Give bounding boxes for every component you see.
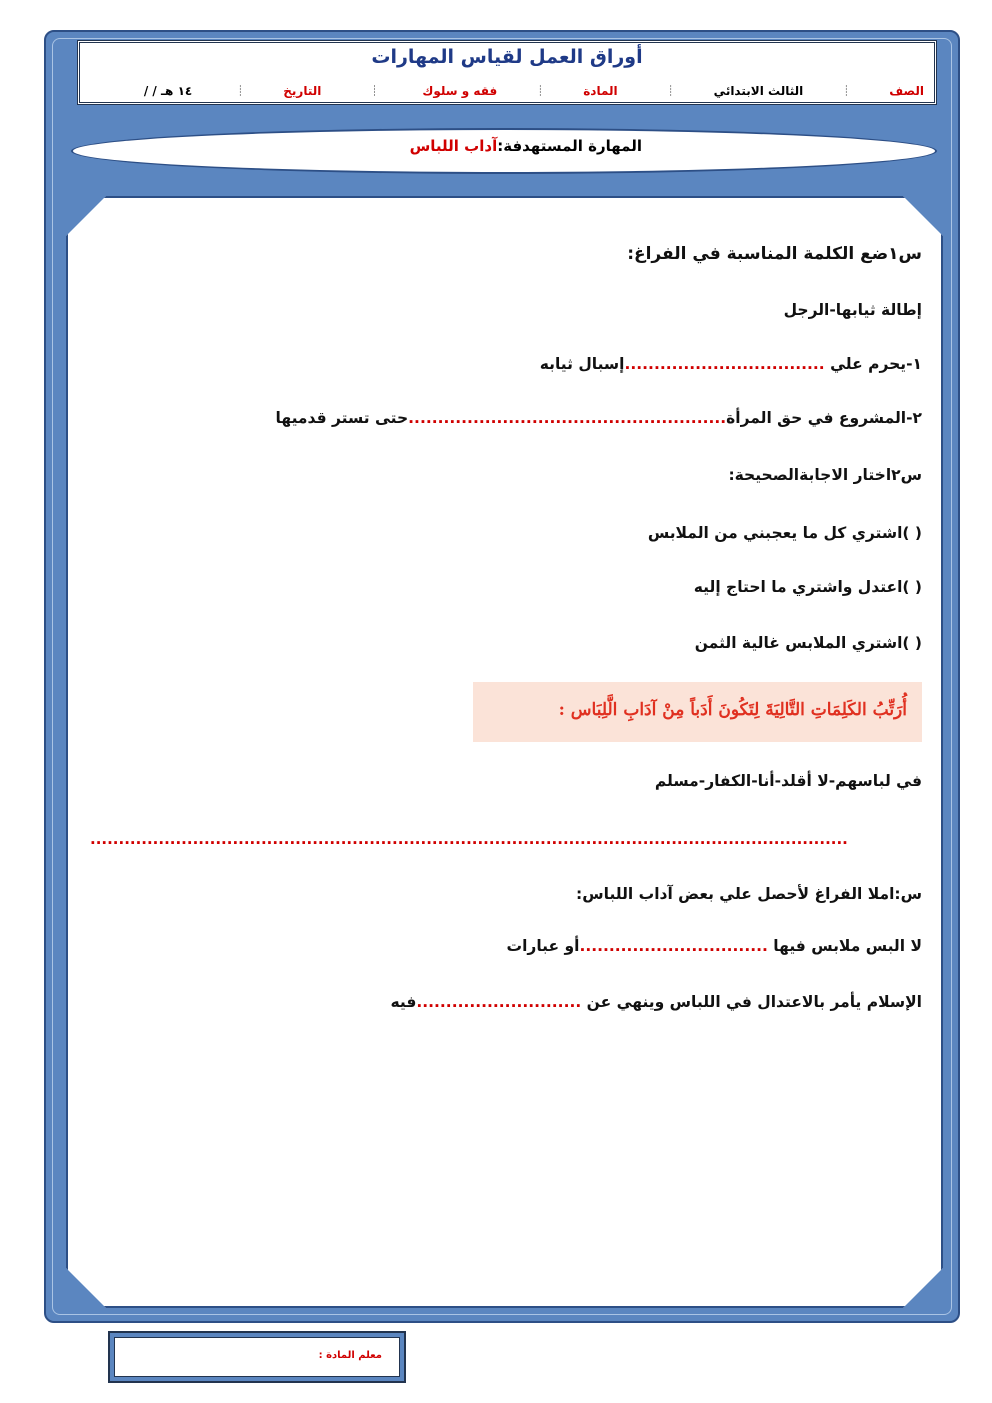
- q4-line-1-blank[interactable]: ................................: [579, 937, 768, 955]
- separator: ┊: [667, 85, 674, 97]
- worksheet-header: [77, 40, 937, 105]
- q1-item-1: [540, 355, 922, 373]
- q4-line-2-text: الإسلام يأمر بالاعتدال في اللباس وينهي عن: [581, 993, 922, 1011]
- q1-item-2: [276, 409, 922, 427]
- q4-line-1: [507, 937, 922, 955]
- q4-line-1-text-end: أو عبارات: [506, 937, 580, 955]
- q4-line-2-text-end: فيه: [390, 993, 417, 1011]
- q4-line-1-text: لا البس ملابس فيها: [767, 937, 922, 955]
- skill-label: المهارة المستهدفة:: [497, 137, 642, 155]
- q1-item-2-text: ٢-المشروع في حق المرأة: [726, 409, 922, 427]
- q3-answer-blank[interactable]: .....................................................................................................................................: [90, 830, 848, 848]
- skill-value: آداب اللباس: [409, 137, 498, 155]
- q4-title: س:املا الفراغ لأحصل علي بعض آداب اللباس:: [576, 885, 922, 903]
- q1-title: س١ضع الكلمة المناسبة في الفراغ:: [627, 244, 922, 264]
- q1-word-bank: إطالة ثيابها-الرجل: [783, 301, 922, 319]
- separator: ┊: [843, 85, 850, 97]
- q1-item-1-text: ١-يحرم علي: [824, 355, 922, 373]
- worksheet-title: أوراق العمل لقياس المهارات: [371, 46, 643, 68]
- separator: ┊: [237, 85, 244, 97]
- target-skill: [410, 137, 642, 155]
- q3-word-bank: في لباسهم-لا أقلد-أنا-الكفار-مسلم: [654, 772, 922, 790]
- info-row: [90, 81, 924, 101]
- separator: ┊: [371, 85, 378, 97]
- q3-title: أُرَتِّبُ الكَلِمَاتِ التَّالِيَةَ لِتَكُونَ أَدَباً مِنْ آدَابِ الَّلِبَاس :: [558, 700, 907, 720]
- separator: ┊: [537, 85, 544, 97]
- q2-option-3[interactable]: ( )اشتري الملابس غالية الثمن: [694, 634, 922, 652]
- grade-value: الثالث الابتدائي: [713, 84, 804, 98]
- q1-item-1-text-end: إسبال ثيابه: [539, 355, 625, 373]
- date-label: التاريخ: [283, 84, 322, 98]
- q4-line-2-blank[interactable]: ............................: [416, 993, 582, 1011]
- date-value: / / ١٤ هـ: [143, 84, 193, 98]
- grade-label: الصف: [889, 84, 924, 98]
- q1-item-2-text-end: حتى تستر قدميها: [275, 409, 409, 427]
- q4-line-2: [390, 993, 922, 1011]
- subject-label: المادة: [583, 84, 618, 98]
- q1-item-2-blank[interactable]: ......................................................: [408, 409, 727, 427]
- q2-option-1[interactable]: ( )اشتري كل ما يعجبني من الملابس: [647, 524, 922, 542]
- teacher-label: معلم المادة :: [318, 1350, 382, 1361]
- q2-title: س٢اختار الاجابةالصحيحة:: [728, 466, 922, 484]
- subject-value: فقه و سلوك: [422, 84, 498, 98]
- q2-option-2[interactable]: ( )اعتدل واشتري ما احتاج إليه: [693, 578, 922, 596]
- q1-item-1-blank[interactable]: ..................................: [624, 355, 825, 373]
